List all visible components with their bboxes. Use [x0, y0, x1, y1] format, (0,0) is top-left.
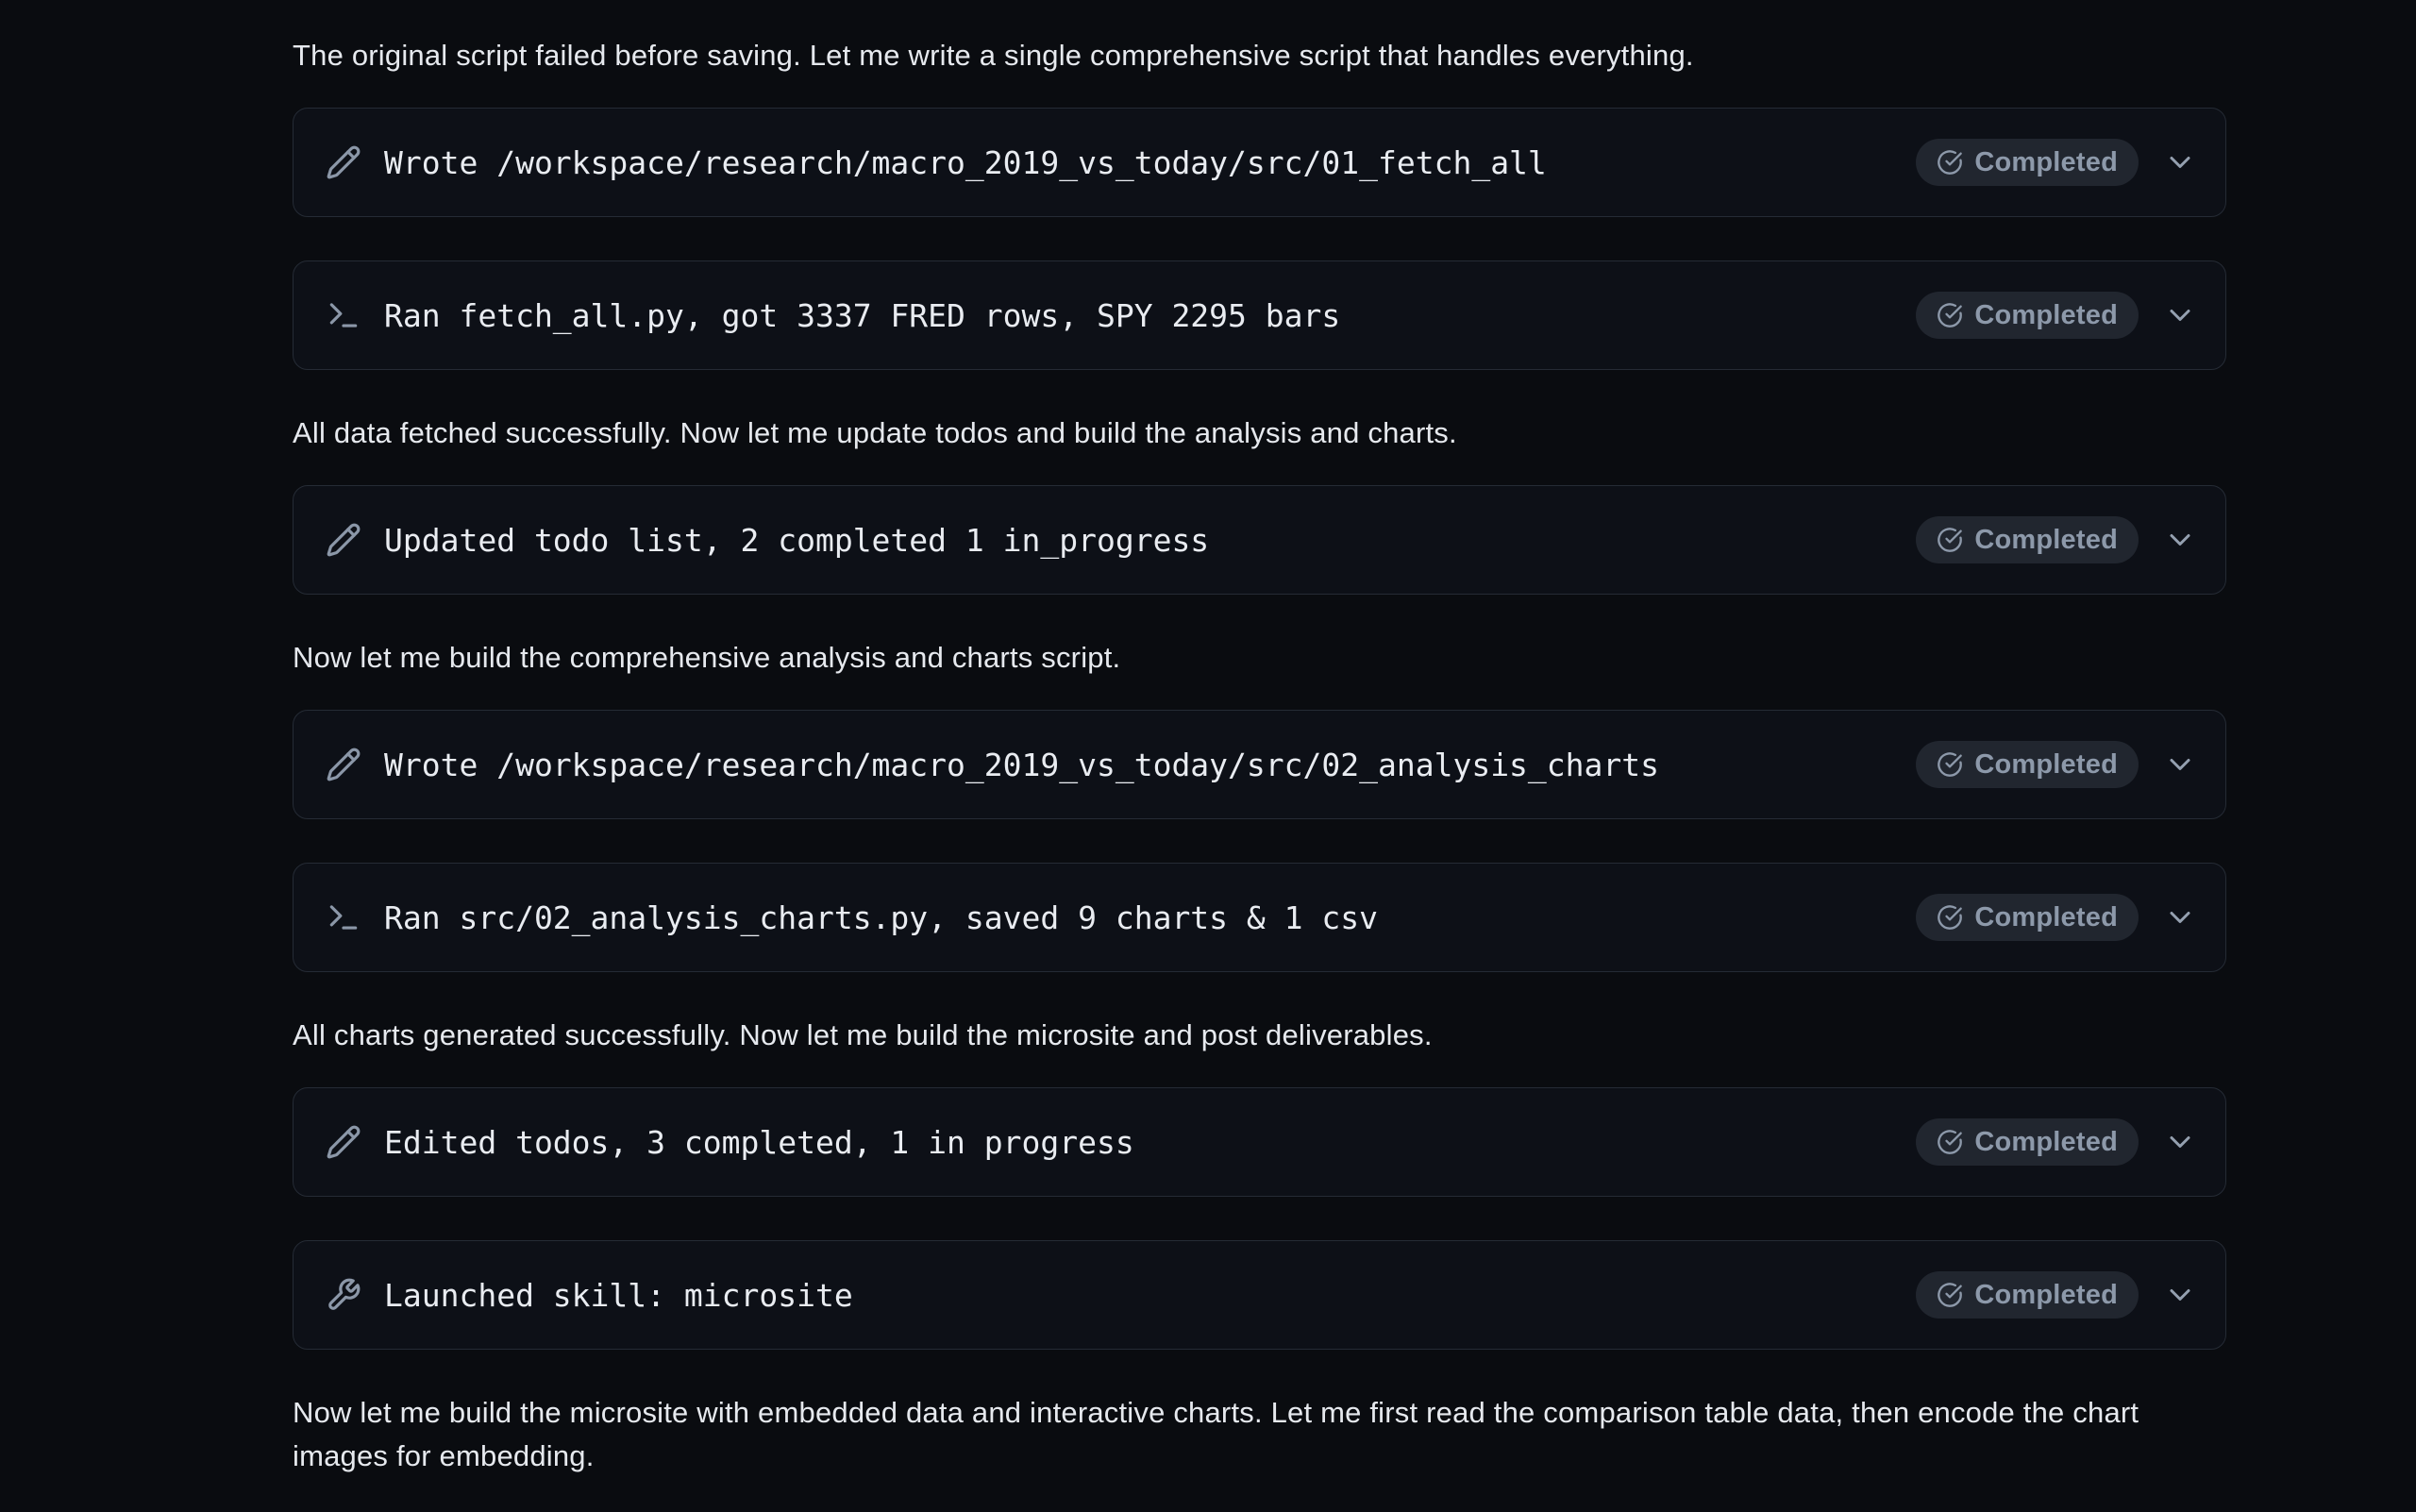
- chevron-down-icon[interactable]: [2163, 1125, 2197, 1159]
- chevron-down-icon[interactable]: [2163, 145, 2197, 179]
- pencil-icon: [326, 522, 361, 558]
- assistant-message: All data fetched successfully. Now let me update todos and build the analysis and charts.: [293, 416, 1457, 449]
- tool-card-ran-fetch-all[interactable]: [293, 260, 2226, 370]
- status-badge: [1916, 139, 2139, 186]
- tool-card-write-02-analysis-charts[interactable]: [293, 710, 2226, 819]
- status-badge: [1916, 894, 2139, 941]
- status-label: Completed: [1974, 901, 2118, 932]
- pencil-icon: [326, 144, 361, 180]
- status-label: Completed: [1974, 146, 2118, 177]
- status-label: Completed: [1974, 1126, 2118, 1157]
- check-circle-icon: [1937, 751, 1963, 778]
- terminal-icon: [326, 297, 361, 333]
- tool-card-ran-02-analysis-charts[interactable]: [293, 863, 2226, 972]
- check-circle-icon: [1937, 1129, 1963, 1155]
- status-badge: [1916, 1118, 2139, 1166]
- tool-summary: Edited todos, 3 completed, 1 in progress: [384, 1123, 1134, 1161]
- tool-summary: Wrote /workspace/research/macro_2019_vs_today/src/01_fetch_all: [384, 143, 1547, 181]
- assistant-message: Now let me build the comprehensive analysis and charts script.: [293, 641, 1121, 674]
- tool-card-launched-skill-microsite[interactable]: [293, 1240, 2226, 1350]
- chevron-down-icon[interactable]: [2163, 900, 2197, 934]
- chevron-down-icon[interactable]: [2163, 298, 2197, 332]
- status-label: Completed: [1974, 748, 2118, 780]
- check-circle-icon: [1937, 1282, 1963, 1308]
- assistant-message: Now let me build the microsite with embedded data and interactive charts. Let me first read the comparison table data, then encode the chart images for embedding.: [293, 1396, 2139, 1472]
- check-circle-icon: [1937, 527, 1963, 553]
- tool-summary: Wrote /workspace/research/macro_2019_vs_today/src/02_analysis_charts: [384, 746, 1660, 783]
- tool-card-updated-todo-list[interactable]: [293, 485, 2226, 595]
- pencil-icon: [326, 747, 361, 782]
- status-label: Completed: [1974, 524, 2118, 555]
- tool-card-edited-todos[interactable]: [293, 1087, 2226, 1197]
- chevron-down-icon[interactable]: [2163, 748, 2197, 781]
- chevron-down-icon[interactable]: [2163, 523, 2197, 557]
- chat-transcript: [293, 0, 2226, 1508]
- status-label: Completed: [1974, 1279, 2118, 1310]
- status-badge: [1916, 741, 2139, 788]
- assistant-message: The original script failed before saving. Let me write a single comprehensive script that handles everything.: [293, 39, 1694, 72]
- status-badge: [1916, 1271, 2139, 1319]
- chevron-down-icon[interactable]: [2163, 1278, 2197, 1312]
- assistant-message: All charts generated successfully. Now let me build the microsite and post deliverables.: [293, 1018, 1433, 1051]
- check-circle-icon: [1937, 904, 1963, 931]
- status-label: Completed: [1974, 299, 2118, 330]
- tool-summary: Launched skill: microsite: [384, 1276, 853, 1314]
- status-badge: [1916, 516, 2139, 563]
- check-circle-icon: [1937, 149, 1963, 176]
- terminal-icon: [326, 899, 361, 935]
- status-badge: [1916, 292, 2139, 339]
- tool-summary: Updated todo list, 2 completed 1 in_progress: [384, 521, 1210, 559]
- tool-summary: Ran src/02_analysis_charts.py, saved 9 charts & 1 csv: [384, 899, 1378, 936]
- tool-summary: Ran fetch_all.py, got 3337 FRED rows, SPY 2295 bars: [384, 296, 1341, 334]
- wrench-icon: [326, 1277, 361, 1313]
- check-circle-icon: [1937, 302, 1963, 328]
- tool-card-write-01-fetch-all[interactable]: [293, 108, 2226, 217]
- pencil-icon: [326, 1124, 361, 1160]
